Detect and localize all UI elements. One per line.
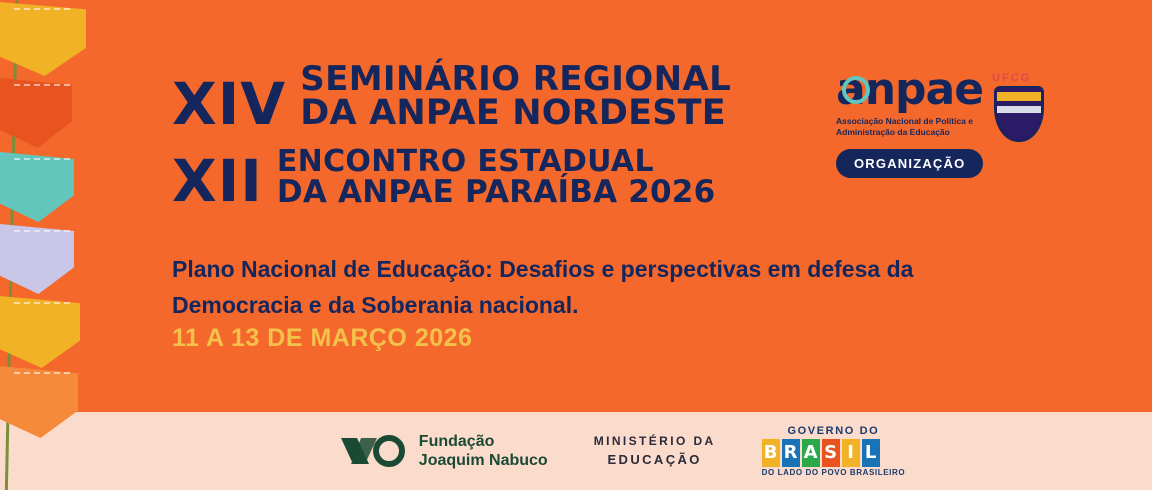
brasil-block [822, 439, 840, 467]
anpae-description: Associação Nacional de Política e Administração da Educação [836, 116, 974, 138]
brasil-block [802, 439, 820, 467]
organizacao-badge: ORGANIZAÇÃO [836, 149, 983, 178]
brasil-letter: I [847, 441, 854, 463]
headline-row-encontro [172, 144, 731, 215]
fundacao-joaquim-nabuco-logo [339, 432, 548, 470]
bunting-decoration [0, 0, 92, 490]
brasil-block [782, 439, 800, 467]
sponsor-footer [92, 412, 1152, 490]
brasil-letter: R [783, 441, 798, 463]
headline-encontro-estadual: ENCONTRO ESTADUAL [276, 144, 654, 179]
bunting-flag [0, 296, 80, 368]
roman-numeral-xii: XII [172, 146, 263, 215]
ufcg-shield-bar [997, 92, 1041, 101]
anpae-logo-block [836, 64, 1052, 178]
mec-line2: EDUCAÇÃO [607, 452, 702, 468]
ufcg-shield-bar-secondary [997, 106, 1041, 113]
brasil-block [862, 439, 880, 467]
headline-seminario-regional: SEMINÁRIO REGIONAL [300, 59, 732, 99]
roman-numeral-xiv: XIV [172, 69, 287, 138]
bunting-flag [0, 224, 74, 294]
headline-row-seminario [172, 59, 732, 138]
bunting-flag [0, 2, 86, 76]
brasil-letter: A [803, 441, 818, 463]
bunting-flag [0, 78, 72, 148]
anpae-ring-icon [842, 76, 870, 104]
brasil-letter: S [824, 441, 838, 463]
bunting-flag [0, 152, 74, 222]
headline-anpae-nordeste: DA ANPAE NORDESTE [300, 93, 726, 133]
event-headline [172, 59, 732, 215]
fundaj-mark-icon [339, 434, 407, 468]
brasil-block [842, 439, 860, 467]
brasil-color-blocks [762, 439, 906, 467]
fundaj-text [419, 432, 548, 470]
anpae-wordmark-text: anpae [836, 64, 984, 115]
brasil-block [762, 439, 780, 467]
fundaj-line2: Joaquim Nabuco [418, 452, 548, 469]
fundaj-line1: Fundação [418, 432, 495, 450]
ufcg-crest-label: UFCG [992, 72, 1032, 84]
governo-top-label: GOVERNO DO [787, 424, 880, 437]
governo-do-brasil-logo [762, 425, 906, 478]
bunting-flag [0, 366, 78, 438]
brasil-letter: L [864, 441, 877, 463]
event-theme-subtitle: Plano Nacional de Educação: Desafios e perspectivas em defesa da Democracia e da Soberania nacional. [172, 256, 914, 318]
headline-anpae-paraiba: DA ANPAE PARAÍBA 2026 [276, 174, 716, 210]
ufcg-crest-icon [986, 72, 1056, 146]
event-dates: 11 A 13 DE MARÇO 2026 [172, 324, 473, 352]
ministerio-educacao-logo [594, 432, 716, 470]
brasil-letter: B [763, 441, 778, 463]
mec-line1: MINISTÉRIO DA [593, 434, 716, 449]
governo-tagline: DO LADO DO POVO BRASILEIRO [761, 467, 906, 477]
